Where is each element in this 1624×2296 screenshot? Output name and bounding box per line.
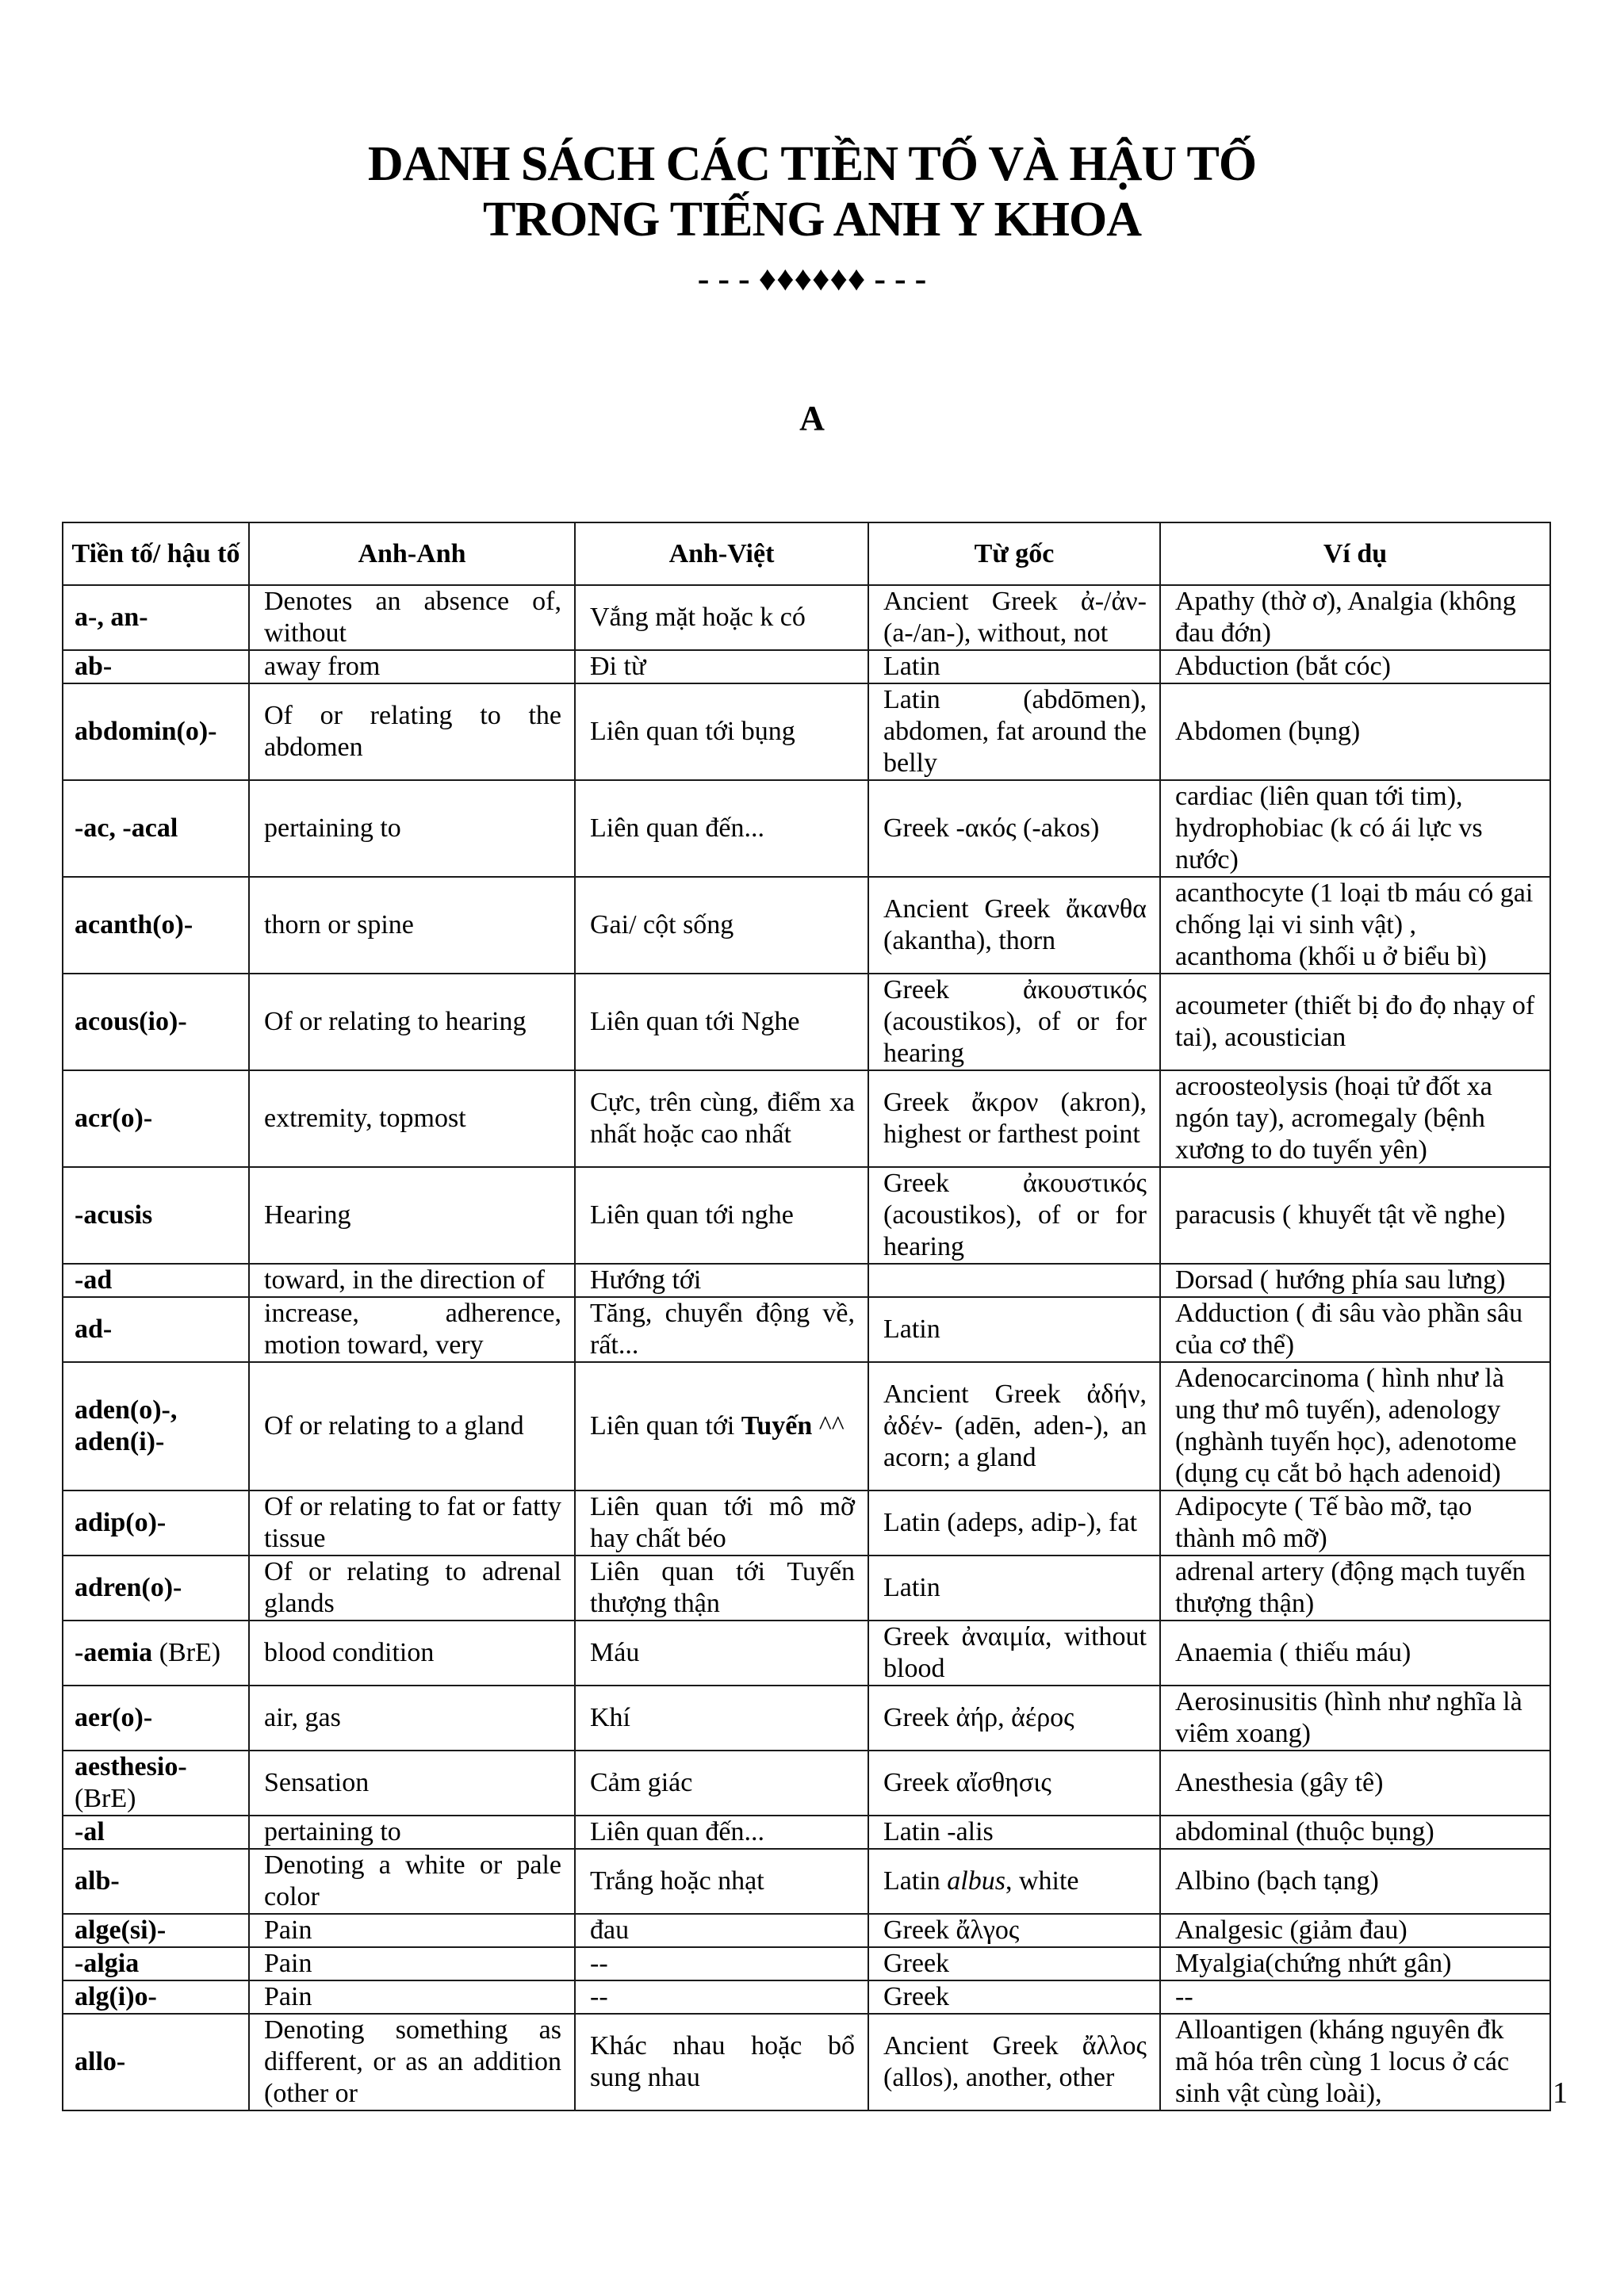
cell-example	[1160, 650, 1550, 683]
cell-affix	[63, 1816, 249, 1849]
cell-example	[1160, 974, 1550, 1070]
cell-affix	[63, 1297, 249, 1362]
cell-example	[1160, 585, 1550, 650]
cell-text: air, gas	[264, 1703, 341, 1732]
cell-example	[1160, 877, 1550, 974]
cell-text: Liên quan tới bụng	[590, 717, 795, 746]
cell-text: Latin	[883, 1866, 948, 1896]
cell-origin	[868, 1490, 1160, 1556]
cell-text: Aerosinusitis (hình như nghĩa là viêm xoang)	[1175, 1687, 1522, 1748]
cell-affix	[63, 1849, 249, 1914]
cell-origin	[868, 650, 1160, 683]
cell-text: Dorsad ( hướng phía sau lưng)	[1175, 1265, 1506, 1295]
cell-affix	[63, 1751, 249, 1816]
cell-text: Greek ἄλγος	[883, 1915, 1020, 1945]
cell-affix	[63, 683, 249, 780]
cell-vietnamese-definition	[575, 1070, 868, 1167]
table-row	[63, 1914, 1550, 1947]
cell-text: -aemia	[75, 1638, 153, 1667]
cell-affix	[63, 1070, 249, 1167]
cell-affix	[63, 585, 249, 650]
cell-text: Abdomen (bụng)	[1175, 717, 1361, 746]
cell-text: Latin (adeps, adip-), fat	[883, 1508, 1138, 1537]
cell-text: ad-	[75, 1314, 113, 1344]
cell-text: away from	[264, 652, 381, 681]
cell-affix	[63, 650, 249, 683]
cell-english-definition	[249, 780, 575, 877]
cell-text: Of or relating to the abdomen	[264, 701, 561, 762]
cell-text: Cảm giác	[590, 1768, 693, 1797]
cell-text: Tăng, chuyển động về, rất...	[590, 1299, 855, 1360]
cell-text: -acusis	[75, 1200, 153, 1230]
cell-example	[1160, 1490, 1550, 1556]
cell-text: aden(o)-, aden(i)-	[75, 1395, 178, 1456]
cell-origin	[868, 1816, 1160, 1849]
cell-example	[1160, 1167, 1550, 1264]
cell-text: Denoting something as different, or as an addition (other or	[264, 2015, 561, 2108]
cell-text: alb-	[75, 1866, 120, 1896]
cell-english-definition	[249, 1556, 575, 1621]
cell-affix	[63, 780, 249, 877]
cell-text: (BrE)	[75, 1784, 136, 1813]
cell-text: Khác nhau hoặc bổ sung nhau	[590, 2031, 855, 2092]
cell-text: Adenocarcinoma ( hình như là ung thư mô tuyến), adenology (nghành tuyến học), adenotome (dụng cụ cắt bỏ hạch adenoid)	[1175, 1364, 1517, 1488]
cell-text: Latin -alis	[883, 1817, 994, 1846]
cell-english-definition	[249, 650, 575, 683]
cell-example	[1160, 1751, 1550, 1816]
cell-text: Analgesic (giảm đau)	[1175, 1915, 1408, 1945]
cell-text: Ancient Greek ἀδήν, ἀδέν- (adēn, aden-), an acorn; a gland	[883, 1380, 1147, 1472]
table-row	[63, 1264, 1550, 1297]
cell-english-definition	[249, 877, 575, 974]
cell-affix	[63, 1621, 249, 1686]
table-header-row	[63, 522, 1550, 585]
cell-text: aesthesio-	[75, 1752, 187, 1781]
cell-text: Ancient Greek ἀ-/ἀν- (a-/an-), without, not	[883, 587, 1147, 648]
cell-affix	[63, 877, 249, 974]
cell-text: Hướng tới	[590, 1265, 702, 1295]
table-row	[63, 1070, 1550, 1167]
cell-text: adip(o)-	[75, 1508, 167, 1537]
page-number: 1	[1553, 2076, 1568, 2110]
cell-english-definition	[249, 1167, 575, 1264]
document-title-line-1: DANH SÁCH CÁC TIỀN TỐ VÀ HẬU TỐ	[367, 137, 1257, 191]
cell-text: Liên quan đến...	[590, 813, 764, 843]
cell-text: Liên quan tới nghe	[590, 1200, 794, 1230]
cell-text: increase, adherence, motion toward, very	[264, 1299, 561, 1360]
cell-origin	[868, 1070, 1160, 1167]
cell-affix	[63, 1556, 249, 1621]
cell-text: Greek ἄκρον (akron), highest or farthest point	[883, 1088, 1147, 1149]
cell-origin	[868, 877, 1160, 974]
cell-example	[1160, 1914, 1550, 1947]
cell-text: blood condition	[264, 1638, 435, 1667]
cell-text: adren(o)-	[75, 1573, 182, 1602]
cell-vietnamese-definition	[575, 1167, 868, 1264]
cell-affix	[63, 1980, 249, 2014]
cell-text: alg(i)o-	[75, 1982, 157, 2011]
cell-example	[1160, 1621, 1550, 1686]
cell-text: abdomin(o)-	[75, 717, 217, 746]
cell-text: ^^	[812, 1411, 845, 1441]
cell-affix	[63, 1686, 249, 1751]
cell-text: acroosteolysis (hoại tử đốt xa ngón tay), acromegaly (bệnh xương to do tuyến yên)	[1175, 1072, 1492, 1165]
cell-origin	[868, 1751, 1160, 1816]
cell-affix	[63, 1490, 249, 1556]
cell-text: Máu	[590, 1638, 640, 1667]
cell-text: Greek -ακός (-akos)	[883, 813, 1100, 843]
table-row	[63, 1490, 1550, 1556]
cell-english-definition	[249, 1070, 575, 1167]
cell-text: adrenal artery (động mạch tuyến thượng thận)	[1175, 1557, 1526, 1618]
cell-vietnamese-definition	[575, 1686, 868, 1751]
cell-text: Latin	[883, 1314, 940, 1344]
cell-text: Of or relating to adrenal glands	[264, 1557, 561, 1618]
title-ornament: - - - ♦♦♦♦♦♦ - - -	[697, 259, 927, 298]
cell-text: Cực, trên cùng, điểm xa nhất hoặc cao nhất	[590, 1088, 855, 1149]
cell-english-definition	[249, 683, 575, 780]
cell-origin	[868, 1362, 1160, 1490]
cell-vietnamese-definition	[575, 1980, 868, 2014]
cell-example	[1160, 1849, 1550, 1914]
cell-text: acanth(o)-	[75, 910, 193, 939]
cell-text: Greek ἀναιμία, without blood	[883, 1622, 1147, 1683]
table-row	[63, 1297, 1550, 1362]
cell-english-definition	[249, 585, 575, 650]
cell-english-definition	[249, 974, 575, 1070]
cell-text: abdominal (thuộc bụng)	[1175, 1817, 1434, 1846]
table-row	[63, 1980, 1550, 2014]
cell-text: acanthocyte (1 loại tb máu có gai chống lại vi sinh vật) , acanthoma (khối u ở biểu bì)	[1175, 878, 1534, 971]
cell-text: Greek	[883, 1949, 950, 1978]
cell-origin	[868, 1686, 1160, 1751]
cell-origin	[868, 1621, 1160, 1686]
cell-origin	[868, 1167, 1160, 1264]
cell-text: Đi từ	[590, 652, 646, 681]
cell-english-definition	[249, 1297, 575, 1362]
table-row	[63, 1621, 1550, 1686]
table-row	[63, 585, 1550, 650]
cell-vietnamese-definition	[575, 1816, 868, 1849]
cell-text: Pain	[264, 1915, 312, 1945]
cell-origin	[868, 1297, 1160, 1362]
cell-text: Greek ἀκουστικός (acoustikos), of or for hearing	[883, 975, 1147, 1068]
cell-text: Liên quan tới	[590, 1411, 741, 1441]
cell-example	[1160, 1070, 1550, 1167]
cell-english-definition	[249, 1914, 575, 1947]
table-row	[63, 1751, 1550, 1816]
cell-text: Liên quan đến...	[590, 1817, 764, 1846]
cell-text: -ac, -acal	[75, 813, 178, 843]
cell-text: cardiac (liên quan tới tim), hydrophobiac (k có ái lực vs nước)	[1175, 782, 1483, 874]
cell-text: Denotes an absence of, without	[264, 587, 561, 648]
table-row	[63, 877, 1550, 974]
header-english-definition: Anh-Anh	[249, 522, 575, 585]
cell-vietnamese-definition	[575, 585, 868, 650]
cell-text: Hearing	[264, 1200, 351, 1230]
cell-text: albus	[947, 1866, 1005, 1896]
cell-text: Ancient Greek ἄλλος (allos), another, other	[883, 2031, 1147, 2092]
table-row	[63, 1686, 1550, 1751]
table-row	[63, 2014, 1550, 2110]
cell-vietnamese-definition	[575, 1849, 868, 1914]
cell-english-definition	[249, 2014, 575, 2110]
cell-text: pertaining to	[264, 813, 401, 843]
cell-english-definition	[249, 1980, 575, 2014]
cell-example	[1160, 1686, 1550, 1751]
table-row	[63, 1849, 1550, 1914]
cell-text: Adduction ( đi sâu vào phần sâu của cơ thể)	[1175, 1299, 1523, 1360]
cell-origin	[868, 780, 1160, 877]
cell-text: paracusis ( khuyết tật về nghe)	[1175, 1200, 1506, 1230]
cell-origin	[868, 683, 1160, 780]
cell-vietnamese-definition	[575, 683, 868, 780]
cell-text: Khí	[590, 1703, 630, 1732]
cell-affix	[63, 1362, 249, 1490]
table-row	[63, 1947, 1550, 1980]
cell-text: extremity, topmost	[264, 1104, 466, 1133]
cell-vietnamese-definition	[575, 1947, 868, 1980]
cell-origin	[868, 1264, 1160, 1297]
cell-text: Greek	[883, 1982, 950, 2011]
cell-vietnamese-definition	[575, 1621, 868, 1686]
cell-text: Anaemia ( thiếu máu)	[1175, 1638, 1411, 1667]
cell-text: a-, an-	[75, 603, 148, 632]
cell-text: Adipocyte ( Tế bào mỡ, tạo thành mô mỡ)	[1175, 1492, 1473, 1553]
cell-affix	[63, 1914, 249, 1947]
cell-origin	[868, 1556, 1160, 1621]
cell-english-definition	[249, 1362, 575, 1490]
cell-origin	[868, 585, 1160, 650]
table-row	[63, 974, 1550, 1070]
cell-text: Liên quan tới Tuyến thượng thận	[590, 1557, 855, 1618]
cell-text: Of or relating to fat or fatty tissue	[264, 1492, 561, 1553]
cell-text: thorn or spine	[264, 910, 414, 939]
cell-text: --	[590, 1982, 608, 2011]
cell-affix	[63, 1947, 249, 1980]
cell-affix	[63, 2014, 249, 2110]
cell-text: Latin	[883, 1573, 940, 1602]
cell-vietnamese-definition	[575, 1914, 868, 1947]
cell-english-definition	[249, 1621, 575, 1686]
cell-text: Myalgia(chứng nhứt gân)	[1175, 1949, 1452, 1978]
cell-text: Tuyến	[741, 1411, 813, 1441]
cell-vietnamese-definition	[575, 2014, 868, 2110]
cell-text: Liên quan tới mô mỡ hay chất béo	[590, 1492, 855, 1553]
cell-text: (BrE)	[152, 1638, 221, 1667]
cell-text: Denoting a white or pale color	[264, 1850, 561, 1911]
cell-example	[1160, 1362, 1550, 1490]
cell-text: Latin (abdōmen), abdomen, fat around the belly	[883, 685, 1147, 778]
cell-text: acr(o)-	[75, 1104, 153, 1133]
table-row	[63, 1816, 1550, 1849]
cell-english-definition	[249, 1264, 575, 1297]
cell-text: Of or relating to a gland	[264, 1411, 524, 1441]
cell-english-definition	[249, 1490, 575, 1556]
cell-english-definition	[249, 1751, 575, 1816]
cell-vietnamese-definition	[575, 1556, 868, 1621]
cell-text: toward, in the direction of	[264, 1265, 546, 1295]
section-heading-a: A	[799, 399, 825, 438]
table-row	[63, 780, 1550, 877]
cell-text: Apathy (thờ ơ), Analgia (không đau đớn)	[1175, 587, 1516, 648]
cell-origin	[868, 1849, 1160, 1914]
cell-text: --	[590, 1949, 608, 1978]
cell-vietnamese-definition	[575, 780, 868, 877]
cell-english-definition	[249, 1849, 575, 1914]
cell-english-definition	[249, 1947, 575, 1980]
cell-text: Pain	[264, 1982, 312, 2011]
cell-example	[1160, 780, 1550, 877]
table-row	[63, 683, 1550, 780]
cell-text: Sensation	[264, 1768, 370, 1797]
table-row	[63, 1556, 1550, 1621]
table-body	[63, 585, 1550, 2110]
cell-vietnamese-definition	[575, 1490, 868, 1556]
cell-example	[1160, 1297, 1550, 1362]
cell-text: đau	[590, 1915, 630, 1945]
cell-text: acous(io)-	[75, 1007, 187, 1036]
cell-example	[1160, 1816, 1550, 1849]
cell-origin	[868, 2014, 1160, 2110]
document-title-line-2: TRONG TIẾNG ANH Y KHOA	[482, 193, 1142, 247]
cell-vietnamese-definition	[575, 1362, 868, 1490]
cell-vietnamese-definition	[575, 650, 868, 683]
cell-origin	[868, 974, 1160, 1070]
cell-text: Ancient Greek ἄκανθα (akantha), thorn	[883, 894, 1147, 955]
cell-affix	[63, 974, 249, 1070]
header-origin: Từ gốc	[868, 522, 1160, 585]
cell-text: Of or relating to hearing	[264, 1007, 527, 1036]
cell-origin	[868, 1947, 1160, 1980]
cell-text: pertaining to	[264, 1817, 401, 1846]
cell-vietnamese-definition	[575, 974, 868, 1070]
cell-text: Pain	[264, 1949, 312, 1978]
cell-text: alge(si)-	[75, 1915, 167, 1945]
cell-text: , white	[1005, 1866, 1079, 1896]
cell-text: Greek ἀήρ, ἀέρος	[883, 1703, 1074, 1732]
cell-text: allo-	[75, 2047, 126, 2076]
cell-text: Alloantigen (kháng nguyên đk mã hóa trên cùng 1 locus ở các sinh vật cùng loài),	[1175, 2015, 1510, 2108]
table-row	[63, 1167, 1550, 1264]
cell-text: Liên quan tới Nghe	[590, 1007, 800, 1036]
cell-vietnamese-definition	[575, 1297, 868, 1362]
cell-text: --	[1175, 1982, 1193, 2011]
cell-example	[1160, 1980, 1550, 2014]
cell-text: Greek αἴσθησις	[883, 1768, 1051, 1797]
cell-example	[1160, 1947, 1550, 1980]
cell-text: -al	[75, 1817, 105, 1846]
cell-text: Abduction (bắt cóc)	[1175, 652, 1391, 681]
cell-example	[1160, 683, 1550, 780]
header-vietnamese-definition: Anh-Việt	[575, 522, 868, 585]
cell-text: aer(o)-	[75, 1703, 153, 1732]
cell-example	[1160, 1556, 1550, 1621]
cell-text: -ad	[75, 1265, 113, 1295]
affix-table	[62, 522, 1551, 2111]
cell-text: Gai/ cột sống	[590, 910, 734, 939]
header-affix: Tiền tố/ hậu tố	[63, 522, 249, 585]
cell-text: Latin	[883, 652, 940, 681]
table-row	[63, 650, 1550, 683]
cell-text: -algia	[75, 1949, 140, 1978]
header-example: Ví dụ	[1160, 522, 1550, 585]
cell-example	[1160, 2014, 1550, 2110]
cell-text: acoumeter (thiết bị đo đọ nhạy of tai), acoustician	[1175, 991, 1535, 1052]
cell-origin	[868, 1914, 1160, 1947]
cell-text: Vắng mặt hoặc k có	[590, 603, 806, 632]
cell-affix	[63, 1264, 249, 1297]
cell-text: Anesthesia (gây tê)	[1175, 1768, 1384, 1797]
cell-origin	[868, 1980, 1160, 2014]
cell-vietnamese-definition	[575, 1751, 868, 1816]
cell-text: ab-	[75, 652, 113, 681]
cell-text: Albino (bạch tạng)	[1175, 1866, 1379, 1896]
cell-text: Trắng hoặc nhạt	[590, 1866, 764, 1896]
cell-english-definition	[249, 1816, 575, 1849]
cell-affix	[63, 1167, 249, 1264]
cell-vietnamese-definition	[575, 1264, 868, 1297]
cell-english-definition	[249, 1686, 575, 1751]
table-row	[63, 1362, 1550, 1490]
cell-text: Greek ἀκουστικός (acoustikos), of or for hearing	[883, 1169, 1147, 1261]
cell-example	[1160, 1264, 1550, 1297]
cell-vietnamese-definition	[575, 877, 868, 974]
